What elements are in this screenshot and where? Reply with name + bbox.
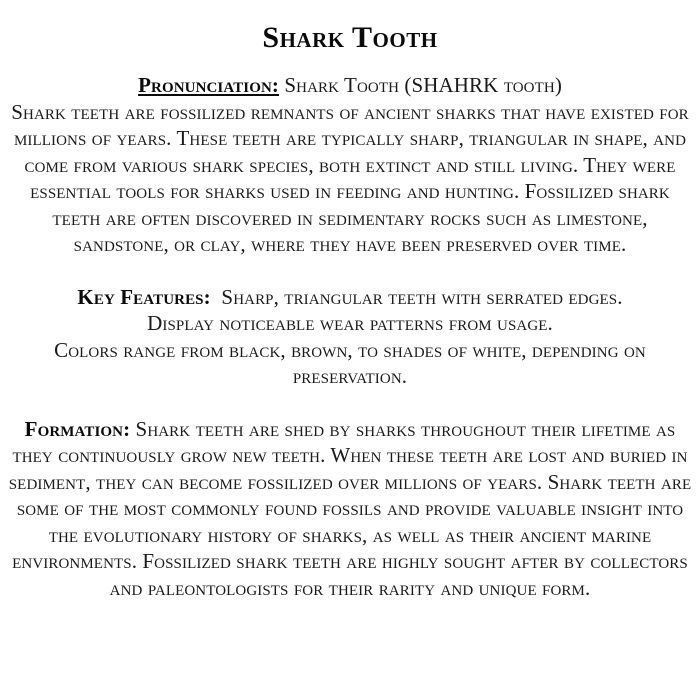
formation-label: Formation: [24,416,131,441]
pronunciation-line [6,72,694,99]
spacer [6,258,694,284]
key-features-label: Key Features: [77,284,211,309]
key-feature-item: Display noticeable wear patterns from usage. [147,311,553,335]
page-title: Shark Tooth [262,21,438,54]
pronunciation-value: Shark Tooth (SHAHRK tooth) [279,73,562,97]
key-features-section [6,284,694,390]
formation-section [6,416,694,602]
pronunciation-label: Pronunciation: [138,73,280,97]
description-paragraph: Shark teeth are fossilized remnants of ancient sharks that have existed for millions of years. These teeth are typically sharp, triangular in shape, and come from various shark species, both extinct and still living. They were essential tools for sharks used in feeding and hunting. Fossilized shark teeth are often discovered in sedimentary rocks such as limestone, sandstone, or clay, where they have been preserved over time. [11,99,689,256]
key-feature-item: Sharp, triangular teeth with serrated edges. [210,284,623,309]
spacer [6,390,694,416]
key-feature-item: Colors range from black, brown, to shades of white, depending on preservation. [54,337,646,388]
formation-text: Shark teeth are shed by sharks throughout their lifetime as they continuously grow new teeth. When these teeth are lost and buried in sediment, they can become fossilized over millions of years. Shark teeth are some of the most commonly found fossils and provide valuable insight into the evolutionary history of sharks, as well as their ancient marine environments. Fossilized shark teeth are highly sought after by collectors and paleontologists for their rarity and unique form. [8,416,692,600]
